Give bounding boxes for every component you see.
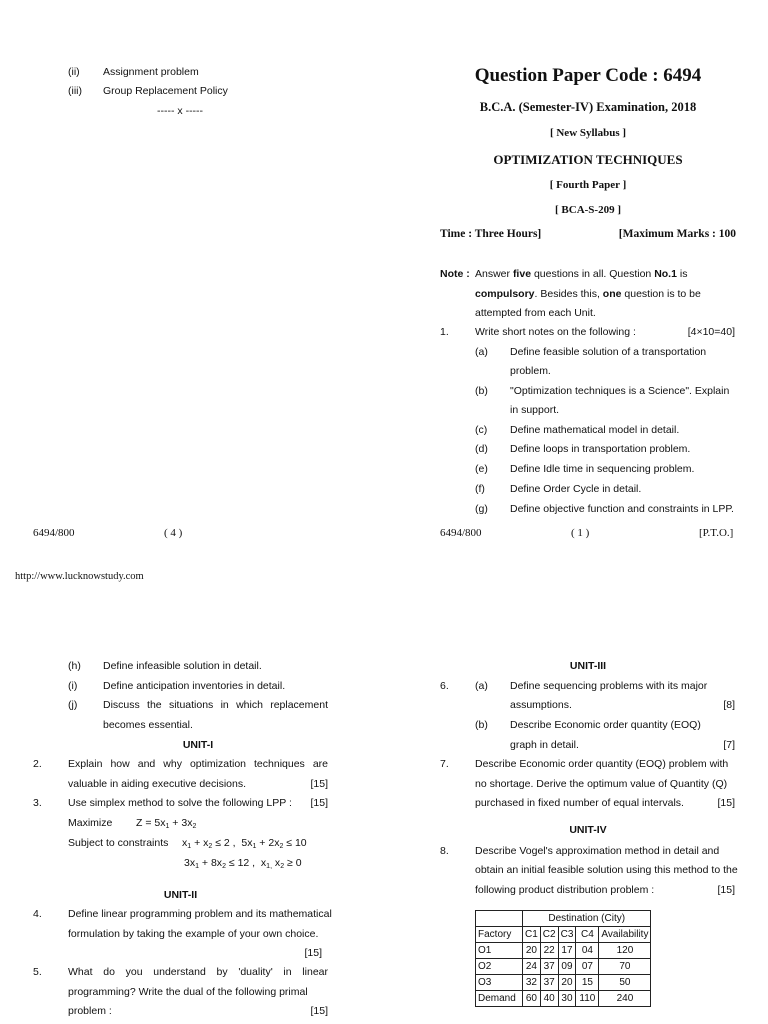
table-cell: 17	[558, 943, 576, 959]
footer-code-left: 6494/800	[33, 527, 75, 539]
question-text: Define linear programming problem and its mathematical	[68, 908, 332, 920]
part-text: becomes essential.	[103, 719, 193, 731]
part-text: Describe Economic order quantity (EOQ)	[510, 719, 701, 731]
question-marks: [15]	[717, 884, 735, 896]
table-cell: 20	[558, 975, 576, 991]
question-text: no shortage. Derive the optimum value of Quantity (Q)	[475, 778, 728, 790]
note-emph: compulsory	[475, 288, 535, 300]
table-cell: 120	[599, 943, 651, 959]
list-item-text: Assignment problem	[103, 66, 199, 78]
unit-heading: UNIT-III	[569, 660, 607, 672]
question-number: 5.	[33, 966, 42, 978]
part-text: Discuss the situations in which replacement	[103, 699, 328, 711]
part-text: Define Idle time in sequencing problem.	[510, 463, 695, 475]
table-cell: O3	[476, 975, 523, 991]
part-number: (c)	[475, 424, 488, 436]
part-text: Define loops in transportation problem.	[510, 443, 691, 455]
note-text: question is to be	[621, 288, 701, 300]
question-marks: [15]	[310, 797, 328, 809]
syllabus: [ New Syllabus ]	[549, 127, 627, 139]
part-text: graph in detail.	[510, 739, 579, 751]
unit-heading: UNIT-II	[163, 889, 198, 901]
paper-title: Question Paper Code : 6494	[474, 65, 702, 86]
table-cell: 24	[523, 959, 541, 975]
question-text: programming? Write the dual of the following primal	[68, 986, 308, 998]
table-header-cell: C2	[540, 927, 558, 943]
part-text: "Optimization techniques is a Science". Explain	[510, 385, 730, 397]
table-header-cell: Availability	[599, 927, 651, 943]
objective-function: $Z = 5x_1 + 3x_2$	[136, 817, 197, 830]
table-cell: 240	[599, 991, 651, 1007]
question-number: 2.	[33, 758, 42, 770]
question-number: 3.	[33, 797, 42, 809]
part-text: Define mathematical model in detail.	[510, 424, 680, 436]
footer-page-left: ( 4 )	[164, 527, 183, 539]
question-text: Describe Economic order quantity (EOQ) problem with	[475, 758, 729, 770]
note-label: Note :	[440, 268, 470, 280]
table-header-cell: C3	[558, 927, 576, 943]
part-text: problem.	[510, 365, 551, 377]
table-cell	[476, 911, 523, 927]
question-text: following product distribution problem :	[475, 884, 655, 896]
exam-name: B.C.A. (Semester-IV) Examination, 2018	[479, 100, 697, 114]
constraint-line: $3x_1 + 8x_2 \le 12$ , $x_{1,}$ $x_2 \ge 0$	[184, 857, 302, 870]
part-marks: [7]	[723, 739, 735, 751]
end-mark: ----- x -----	[157, 105, 204, 117]
question-marks: [15]	[304, 947, 322, 959]
table-header-cell: C4	[576, 927, 599, 943]
table-cell: 20	[523, 943, 541, 959]
question-text: valuable in aiding executive decisions.	[68, 778, 247, 790]
table-cell: O1	[476, 943, 523, 959]
footer-code-right: 6494/800	[440, 527, 482, 539]
paper-number: [ Fourth Paper ]	[549, 179, 627, 191]
part-text: Define Order Cycle in detail.	[510, 483, 642, 495]
note-emph: one	[602, 288, 622, 300]
part-number: (h)	[68, 660, 81, 672]
table-cell: 60	[523, 991, 541, 1007]
question-text: obtain an initial feasible solution using this method to the	[475, 864, 738, 876]
table-cell: 09	[558, 959, 576, 975]
question-text: problem :	[68, 1005, 112, 1017]
note-text: attempted from each Unit.	[475, 307, 596, 319]
table-header-cell: C1	[523, 927, 541, 943]
part-text: Define anticipation inventories in detail.	[103, 680, 286, 692]
part-number: (g)	[475, 503, 488, 515]
part-text: Define feasible solution of a transportation	[510, 346, 707, 358]
question-number: 1.	[440, 326, 449, 338]
table-row	[476, 927, 651, 943]
question-number: 8.	[440, 845, 449, 857]
note-text: is	[676, 268, 688, 280]
question-number: 4.	[33, 908, 42, 920]
question-marks: [15]	[310, 778, 328, 790]
table-cell: 110	[576, 991, 599, 1007]
table-cell: 37	[540, 975, 558, 991]
maximize-label: Maximize	[68, 817, 113, 829]
part-text: assumptions.	[510, 699, 572, 711]
course-code: [ BCA-S-209 ]	[555, 204, 621, 216]
question-marks: [15]	[310, 1005, 328, 1017]
source-url[interactable]: http://www.lucknowstudy.com	[15, 571, 144, 582]
part-number: (b)	[475, 385, 488, 397]
table-cell: 15	[576, 975, 599, 991]
table-cell: 07	[576, 959, 599, 975]
table-row	[476, 911, 651, 927]
note-emph: five	[512, 268, 532, 280]
part-number: (j)	[68, 699, 78, 711]
note-text: Answer	[475, 268, 513, 280]
part-text: Define sequencing problems with its major	[510, 680, 708, 692]
table-cell: 37	[540, 959, 558, 975]
table-cell: 04	[576, 943, 599, 959]
part-number: (f)	[475, 483, 485, 495]
part-number: (d)	[475, 443, 488, 455]
distribution-table	[475, 910, 651, 1007]
note-emph: No.1	[654, 268, 677, 280]
question-text: Describe Vogel's approximation method in detail and	[475, 845, 720, 857]
list-item-num: (iii)	[68, 85, 82, 97]
question-marks: [4×10=40]	[687, 326, 735, 338]
part-number: (e)	[475, 463, 488, 475]
question-number: 6.	[440, 680, 449, 692]
maximum-marks: [Maximum Marks : 100	[618, 228, 736, 240]
table-cell: 70	[599, 959, 651, 975]
question-text: What do you understand by 'duality' in linear	[68, 966, 328, 978]
part-number: (b)	[475, 719, 488, 731]
question-text: Write short notes on the following :	[475, 326, 636, 338]
list-item-text: Group Replacement Policy	[103, 85, 228, 97]
part-number: (a)	[475, 346, 488, 358]
part-text: Define infeasible solution in detail.	[103, 660, 262, 672]
question-text: purchased in fixed number of equal intervals.	[475, 797, 684, 809]
table-row	[476, 975, 651, 991]
table-row	[476, 991, 651, 1007]
question-text: formulation by taking the example of your own choice.	[68, 928, 319, 940]
footer-page-right: ( 1 )	[571, 527, 590, 539]
subject-name: OPTIMIZATION TECHNIQUES	[493, 152, 683, 167]
part-text: Define objective function and constraints in LPP.	[510, 503, 734, 515]
question-text: Explain how and why optimization techniques are	[68, 758, 328, 770]
part-number: (i)	[68, 680, 78, 692]
footer-pto: [P.T.O.]	[699, 527, 734, 539]
question-number: 7.	[440, 758, 449, 770]
table-header-cell: Factory	[476, 927, 523, 943]
part-marks: [8]	[723, 699, 735, 711]
table-cell: O2	[476, 959, 523, 975]
unit-heading: UNIT-I	[182, 739, 214, 751]
table-cell: 40	[540, 991, 558, 1007]
table-row	[476, 959, 651, 975]
distribution-table-wrapper	[475, 910, 651, 1007]
table-cell: 32	[523, 975, 541, 991]
table-caption: Destination (City)	[523, 911, 651, 927]
list-item-num: (ii)	[68, 66, 80, 78]
table-cell: Demand	[476, 991, 523, 1007]
constraint-line: $x_1 + x_2 \le 2$ , $5x_1 + 2x_2 \le 10$	[182, 837, 307, 850]
table-cell: 30	[558, 991, 576, 1007]
part-text: in support.	[510, 404, 560, 416]
table-row	[476, 943, 651, 959]
note-text: . Besides this,	[534, 288, 603, 300]
question-text: Use simplex method to solve the following LPP :	[68, 797, 292, 809]
time-allowed: Time : Three Hours]	[440, 228, 542, 240]
question-marks: [15]	[717, 797, 735, 809]
table-cell: 50	[599, 975, 651, 991]
unit-heading: UNIT-IV	[569, 824, 607, 836]
note-text: questions in all. Question	[531, 268, 655, 280]
part-number: (a)	[475, 680, 488, 692]
table-cell: 22	[540, 943, 558, 959]
constraints-label: Subject to constraints	[68, 837, 169, 849]
